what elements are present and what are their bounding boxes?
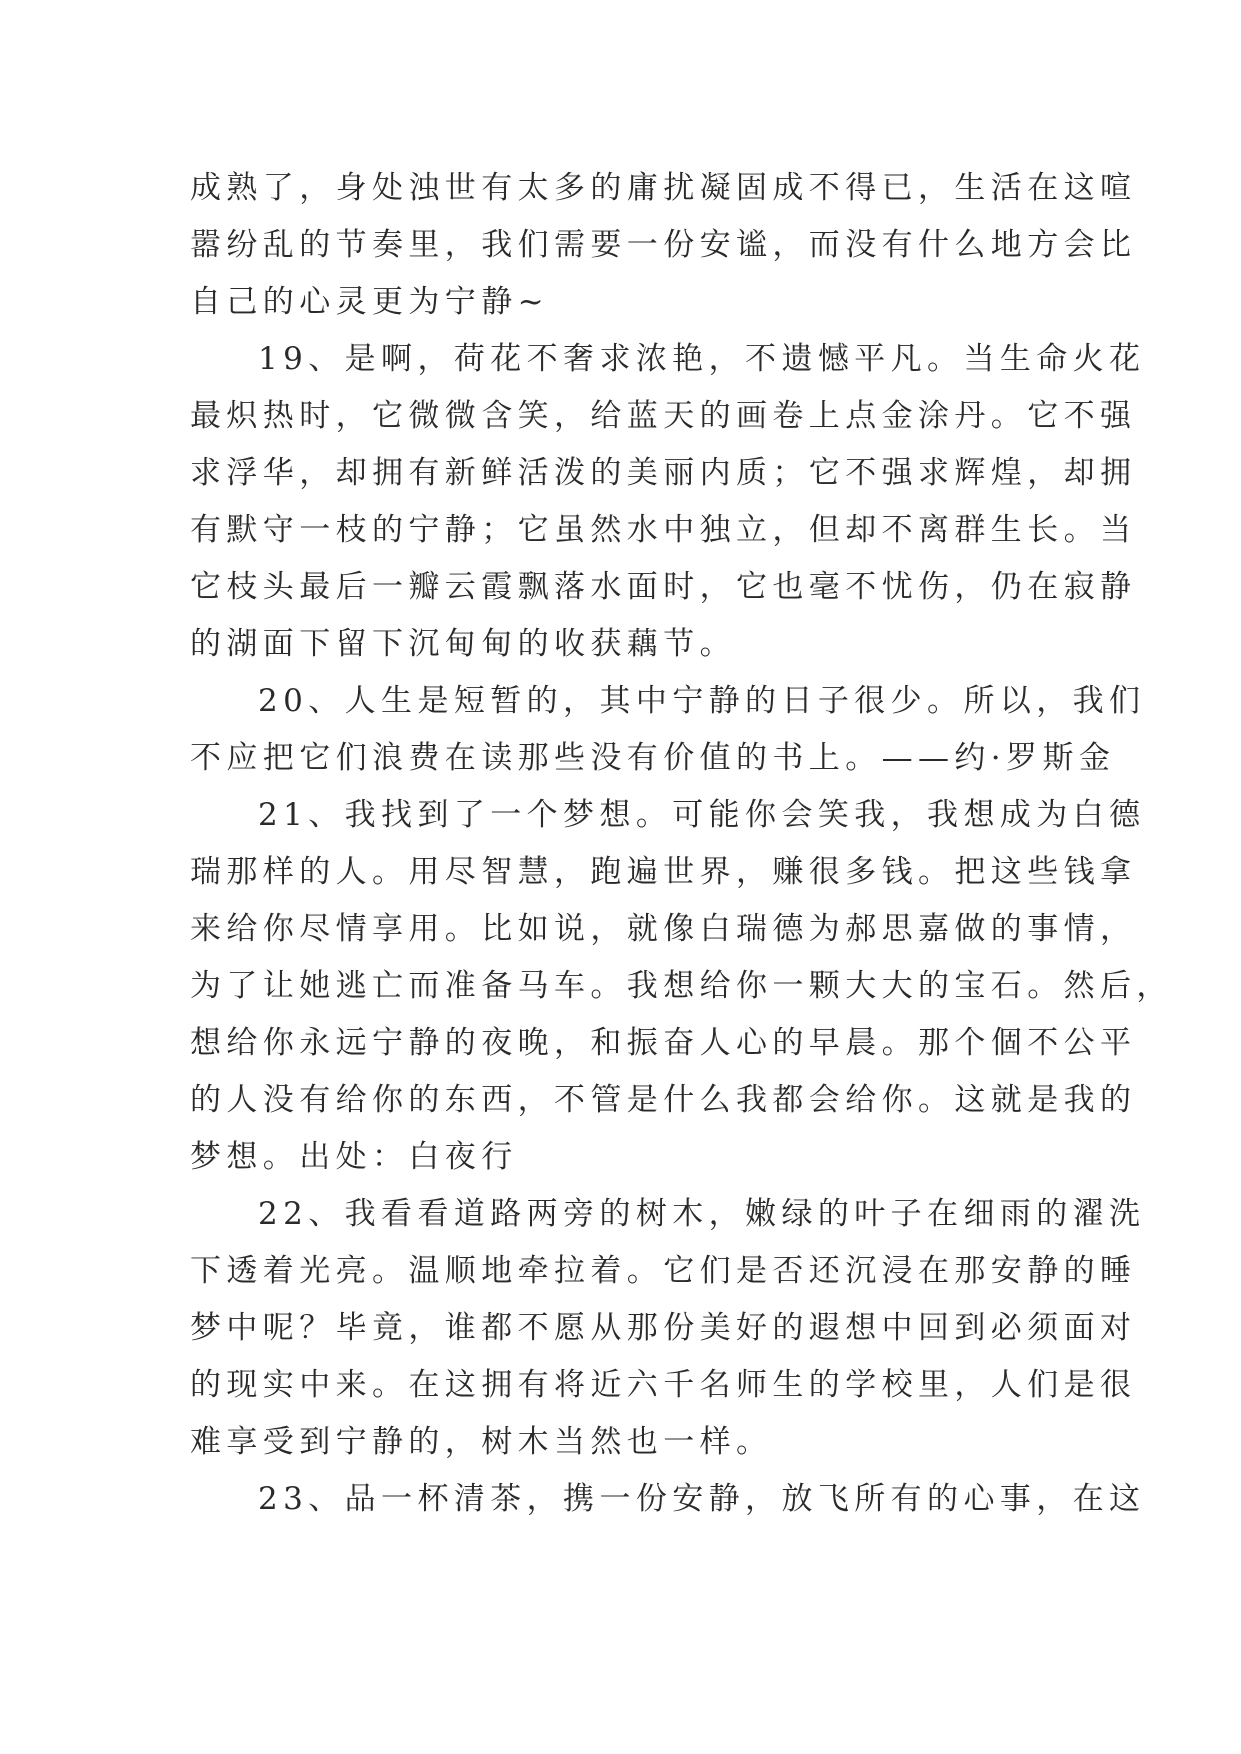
paragraph-21-start: 21、我找到了一个梦想。可能你会笑我，我想成为白德 [258, 797, 1146, 833]
text-line: 最炽热时，它微微含笑，给蓝天的画卷上点金涂丹。它不强 [190, 398, 1137, 434]
text-line: 难享受到宁静的，树木当然也一样。 [190, 1424, 773, 1460]
text-line: 求浮华，却拥有新鲜活泼的美丽内质；它不强求辉煌，却拥 [190, 455, 1137, 491]
paragraph-22-start: 22、我看看道路两旁的树木，嫩绿的叶子在细雨的濯洗 [258, 1196, 1146, 1232]
text-line: 想给你永远宁静的夜晚，和振奋人心的早晨。那个個不公平 [190, 1025, 1137, 1061]
paragraph-20-start: 20、人生是短暂的，其中宁静的日子很少。所以，我们 [258, 683, 1146, 719]
text-line: 为了让她逃亡而准备马车。我想给你一颗大大的宝石。然后， [190, 968, 1173, 1004]
text-line: 瑞那样的人。用尽智慧，跑遍世界，赚很多钱。把这些钱拿 [190, 854, 1137, 890]
text-line: 的现实中来。在这拥有将近六千名师生的学校里，人们是很 [190, 1367, 1137, 1403]
paragraph-23-start: 23、品一杯清茶，携一份安静，放飞所有的心事，在这 [258, 1481, 1146, 1517]
document-body [190, 160, 1173, 1528]
text-line: 梦想。出处：白夜行 [190, 1139, 518, 1175]
text-line: 下透着光亮。温顺地牵拉着。它们是否还沉浸在那安静的睡 [190, 1253, 1137, 1289]
text-line: 成熟了，身处浊世有太多的庸扰凝固成不得已，生活在这喧 [190, 170, 1137, 206]
text-line: 它枝头最后一瓣云霞飘落水面时，它也毫不忧伤，仍在寂静 [190, 569, 1137, 605]
text-line: 的湖面下留下沉甸甸的收获藕节。 [190, 626, 736, 662]
text-line: 自己的心灵更为宁静~ [190, 284, 549, 320]
text-line: 梦中呢？毕竟，谁都不愿从那份美好的遐想中回到必须面对 [190, 1310, 1137, 1346]
text-line: 的人没有给你的东西，不管是什么我都会给你。这就是我的 [190, 1082, 1137, 1118]
text-line: 来给你尽情享用。比如说，就像白瑞德为郝思嘉做的事情， [190, 911, 1137, 947]
paragraph-19-start: 19、是啊，荷花不奢求浓艳，不遗憾平凡。当生命火花 [258, 341, 1146, 377]
text-line: 不应把它们浪费在读那些没有价值的书上。——约·罗斯金 [190, 740, 1116, 776]
text-line: 有默守一枝的宁静；它虽然水中独立，但却不离群生长。当 [190, 512, 1137, 548]
text-line: 嚣纷乱的节奏里，我们需要一份安谧，而没有什么地方会比 [190, 227, 1137, 263]
